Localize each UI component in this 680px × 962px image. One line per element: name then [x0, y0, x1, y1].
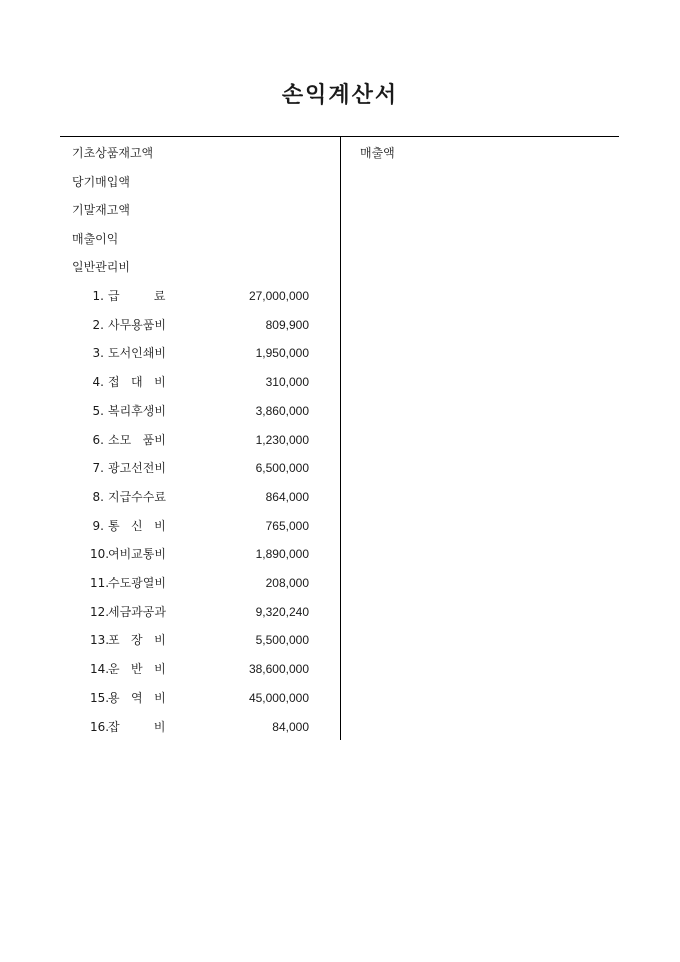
expense-number: 12. [90, 604, 110, 619]
expense-amount: 809,900 [265, 317, 309, 332]
expense-name: 운 반 비 [108, 662, 166, 677]
expense-number: 10. [90, 547, 110, 562]
expense-number: 1. [92, 289, 104, 303]
expense-number: 11. [90, 576, 110, 590]
expense-number: 15. [90, 690, 110, 705]
expense-row [60, 372, 310, 392]
expense-amount: 45,000,000 [248, 690, 309, 705]
expense-number: 2. [92, 317, 104, 332]
expense-name: 급 료 [108, 289, 166, 303]
expense-number: 13. [90, 633, 110, 648]
section-label-sales: 매출액 [360, 146, 395, 160]
expense-amount: 5,500,000 [255, 633, 309, 648]
expense-amount: 765,000 [265, 518, 309, 533]
expense-name: 사무용품비 [108, 317, 166, 332]
expense-row [60, 343, 310, 363]
expense-amount: 1,230,000 [255, 432, 309, 447]
expense-name: 수도광열비 [108, 576, 166, 590]
expense-amount: 6,500,000 [255, 461, 309, 476]
expense-name: 광고선전비 [108, 461, 166, 476]
expense-number: 14. [90, 662, 110, 677]
expense-amount: 208,000 [265, 576, 309, 590]
expense-row [60, 602, 310, 622]
expense-row [60, 717, 310, 737]
expense-number: 9. [92, 518, 104, 533]
expense-number: 7. [92, 461, 104, 476]
expense-number: 16. [90, 719, 110, 734]
expense-row [60, 659, 310, 679]
expense-amount: 310,000 [265, 375, 309, 390]
expense-amount: 1,890,000 [255, 547, 309, 562]
column-divider [340, 137, 341, 740]
expense-name: 세금과공과 [108, 604, 166, 619]
expense-row [60, 286, 310, 306]
expense-name: 포 장 비 [108, 633, 166, 648]
expense-amount: 864,000 [265, 489, 309, 504]
expense-row [60, 430, 310, 450]
expense-amount: 84,000 [272, 719, 309, 734]
expense-amount: 1,950,000 [255, 346, 309, 361]
section-label-general-admin-expenses: 일반관리비 [72, 260, 130, 274]
expense-row [60, 516, 310, 536]
expense-amount: 9,320,240 [255, 604, 309, 619]
expense-amount: 38,600,000 [248, 662, 309, 677]
expense-name: 용 역 비 [108, 690, 166, 705]
expense-row [60, 401, 310, 421]
expense-row [60, 544, 310, 564]
expense-name: 잡 비 [108, 719, 166, 734]
expense-number: 6. [92, 432, 104, 447]
expense-number: 8. [92, 489, 104, 504]
section-label-purchases: 당기매입액 [72, 175, 130, 189]
expense-row [60, 487, 310, 507]
section-label-gross-profit: 매출이익 [72, 232, 119, 246]
section-label-closing-inventory: 기말재고액 [72, 203, 130, 217]
expense-row [60, 630, 310, 650]
expense-row [60, 688, 310, 708]
section-label-opening-inventory: 기초상품재고액 [72, 146, 154, 160]
expense-name: 복리후생비 [108, 403, 166, 418]
expense-row [60, 573, 310, 593]
expense-name: 통 신 비 [108, 518, 166, 533]
expense-name: 도서인쇄비 [108, 346, 166, 361]
expense-name: 소모 품비 [108, 432, 166, 447]
expense-name: 접 대 비 [108, 375, 166, 390]
expense-number: 4. [92, 375, 104, 390]
expense-amount: 3,860,000 [255, 403, 309, 418]
expense-number: 3. [92, 346, 104, 361]
expense-row [60, 315, 310, 335]
expense-row [60, 458, 310, 478]
expense-name: 지급수수료 [108, 489, 166, 504]
document-title: 손익계산서 [281, 82, 399, 108]
expense-name: 여비교통비 [108, 547, 166, 562]
expense-amount: 27,000,000 [248, 289, 309, 303]
expense-number: 5. [92, 403, 104, 418]
